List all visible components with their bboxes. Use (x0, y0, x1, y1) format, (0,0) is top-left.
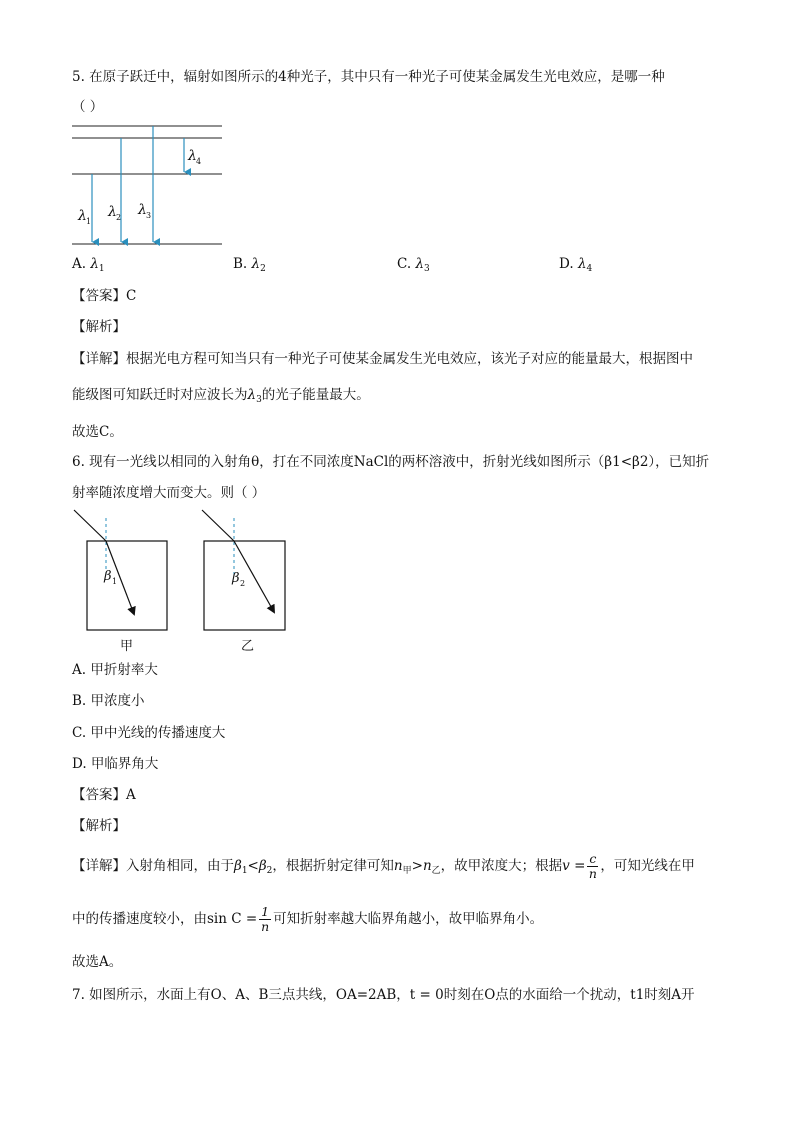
caption-yi: 乙 (241, 639, 255, 654)
fraction-1-over-n: $\frac{1}{n}$ (261, 904, 270, 934)
refraction-diagram-jia (70, 508, 200, 654)
beta1-sub: 1 (112, 577, 118, 586)
q5-option-d: D. $\lambda_4$ (559, 256, 593, 274)
q5-analysis-tag: 【解析】 (72, 319, 126, 335)
q5-detail-line2: 能级图可知跃迁时对应波长为$\lambda_3$的光子能量最大。 (72, 387, 370, 405)
q6-detail-line1: 【详解】入射角相同，由于$\beta_1<\beta_2$，根据折射定律可知$n_甲>n_乙$，故甲浓度大；根据v = $\frac{c}{n}$ ，可知光线在甲 (72, 851, 695, 881)
label-lambda3-sub: 3 (146, 211, 152, 220)
beta2-label: β (232, 571, 240, 586)
incident-ray-yi (202, 510, 234, 541)
caption-jia: 甲 (120, 639, 134, 654)
label-lambda4: λ (188, 148, 197, 164)
q5-option-a: A. $\lambda_1$ (72, 256, 105, 274)
label-lambda3: λ (138, 202, 147, 218)
q6-stem-line2: 射率随浓度增大而变大。则（ ） (72, 485, 266, 501)
q6-option-c: C. 甲中光线的传播速度大 (72, 725, 226, 741)
incident-ray-jia (74, 510, 106, 541)
label-lambda1: λ (78, 208, 87, 224)
beta1-label: β (104, 569, 112, 584)
label-lambda1-sub: 1 (86, 217, 92, 226)
q5-bracket: （ ） (72, 99, 104, 115)
q5-conclusion: 故选C。 (72, 424, 123, 440)
refraction-diagram-yi (198, 508, 328, 654)
energy-level-diagram (72, 120, 232, 252)
label-lambda2: λ (108, 204, 117, 220)
beta2-sub: 2 (240, 579, 246, 588)
q6-option-d: D. 甲临界角大 (72, 756, 159, 772)
q5-detail-line1: 【详解】根据光电方程可知当只有一种光子可使某金属发生光电效应，该光子对应的能量最大，根据图中 (72, 351, 693, 367)
q6-option-a: A. 甲折射率大 (72, 662, 158, 678)
q6-analysis-tag: 【解析】 (72, 818, 126, 834)
q5-answer: 【答案】C (72, 288, 137, 304)
q6-conclusion: 故选A。 (72, 954, 123, 970)
refracted-ray-yi (234, 541, 274, 612)
beaker-jia (87, 541, 167, 630)
label-lambda4-sub: 4 (196, 157, 202, 166)
q6-detail-line2: 中的传播速度较小，由sin C = $\frac{1}{n}$ 可知折射率越大临界角越小，故甲临界角小。 (72, 904, 544, 934)
q5-option-b: B. $\lambda_2$ (233, 256, 266, 274)
q6-answer: 【答案】A (72, 787, 136, 803)
q6-stem-line1: 6. 现有一光线以相同的入射角θ，打在不同浓度NaCl的两杯溶液中，折射光线如图所示（β1<β2），已知折 (72, 454, 710, 470)
fraction-c-over-n: $\frac{c}{n}$ (588, 851, 597, 881)
q6-option-b: B. 甲浓度小 (72, 693, 145, 709)
q5-option-c: C. $\lambda_3$ (397, 256, 430, 274)
q5-stem: 5. 在原子跃迁中，辐射如图所示的4种光子，其中只有一种光子可使某金属发生光电效应，是哪一种 (72, 69, 665, 85)
q7-stem: 7. 如图所示，水面上有O、A、B三点共线，OA=2AB，t = 0时刻在O点的水面给一个扰动，t1时刻A开 (72, 987, 695, 1003)
label-lambda2-sub: 2 (116, 213, 122, 222)
